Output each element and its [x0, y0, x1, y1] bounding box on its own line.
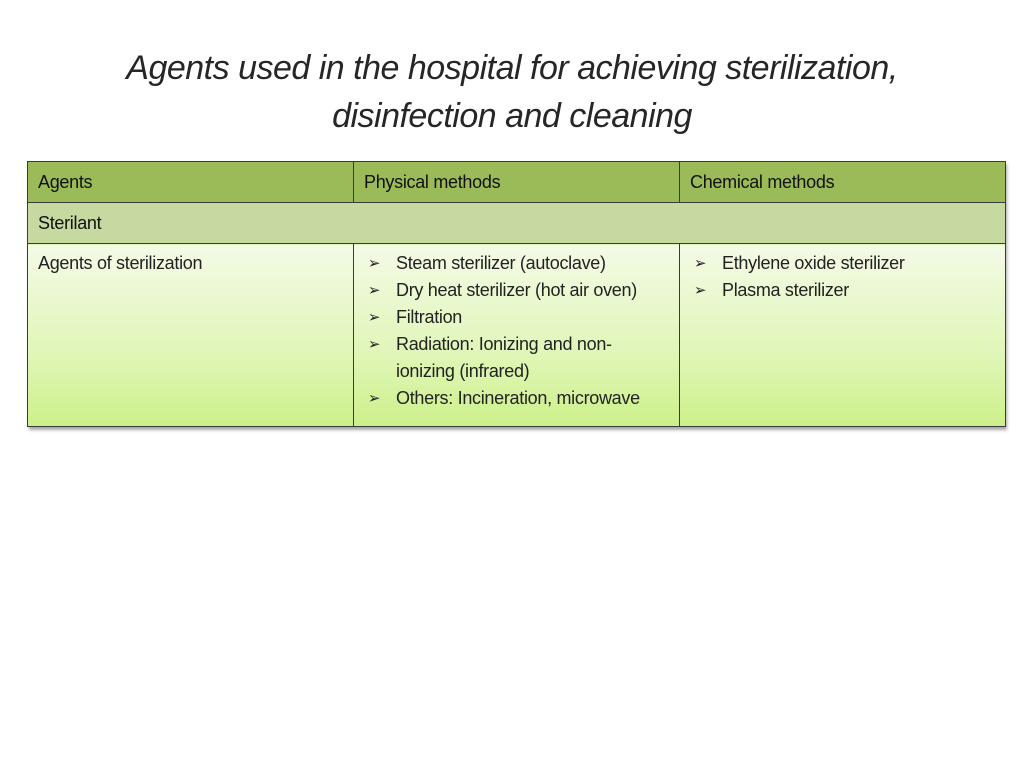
table-section-row: [28, 203, 1006, 244]
list-item: [690, 250, 995, 277]
section-label-sterilant: Sterilant: [28, 203, 1006, 244]
list-item: [364, 331, 669, 385]
methods-table: [27, 161, 1006, 427]
arrow-bullet-icon: ➢: [693, 282, 707, 299]
cell-physical-methods: [354, 244, 680, 427]
physical-methods-list: [364, 250, 669, 412]
list-item-text: Others: Incineration, microwave: [396, 388, 640, 408]
methods-table-container: [27, 161, 1005, 427]
header-chemical-methods: Chemical methods: [680, 162, 1006, 203]
slide-title-line-1: Agents used in the hospital for achieving sterilization,: [126, 49, 898, 87]
arrow-bullet-icon: ➢: [367, 309, 381, 326]
arrow-bullet-icon: ➢: [367, 255, 381, 272]
arrow-bullet-icon: ➢: [367, 390, 381, 407]
slide-title: [60, 44, 964, 140]
cell-chemical-methods: [680, 244, 1006, 427]
arrow-bullet-icon: ➢: [367, 282, 381, 299]
arrow-bullet-icon: ➢: [693, 255, 707, 272]
list-item-text: Radiation: Ionizing and non-ionizing (infrared): [396, 334, 612, 381]
table-header-row: [28, 162, 1006, 203]
list-item: [364, 304, 669, 331]
header-physical-methods: Physical methods: [354, 162, 680, 203]
list-item: [364, 277, 669, 304]
list-item-text: Ethylene oxide sterilizer: [722, 253, 905, 273]
table-row: [28, 244, 1006, 427]
list-item-text: Filtration: [396, 307, 463, 327]
header-agents: Agents: [28, 162, 354, 203]
list-item-text: Dry heat sterilizer (hot air oven): [396, 280, 637, 300]
cell-agent: Agents of sterilization: [28, 244, 354, 427]
list-item-text: Plasma sterilizer: [722, 280, 849, 300]
arrow-bullet-icon: ➢: [367, 336, 381, 353]
list-item: [364, 385, 669, 412]
chemical-methods-list: [690, 250, 995, 304]
slide-title-line-2: disinfection and cleaning: [332, 97, 692, 135]
list-item-text: Steam sterilizer (autoclave): [396, 253, 606, 273]
list-item: [690, 277, 995, 304]
list-item: [364, 250, 669, 277]
